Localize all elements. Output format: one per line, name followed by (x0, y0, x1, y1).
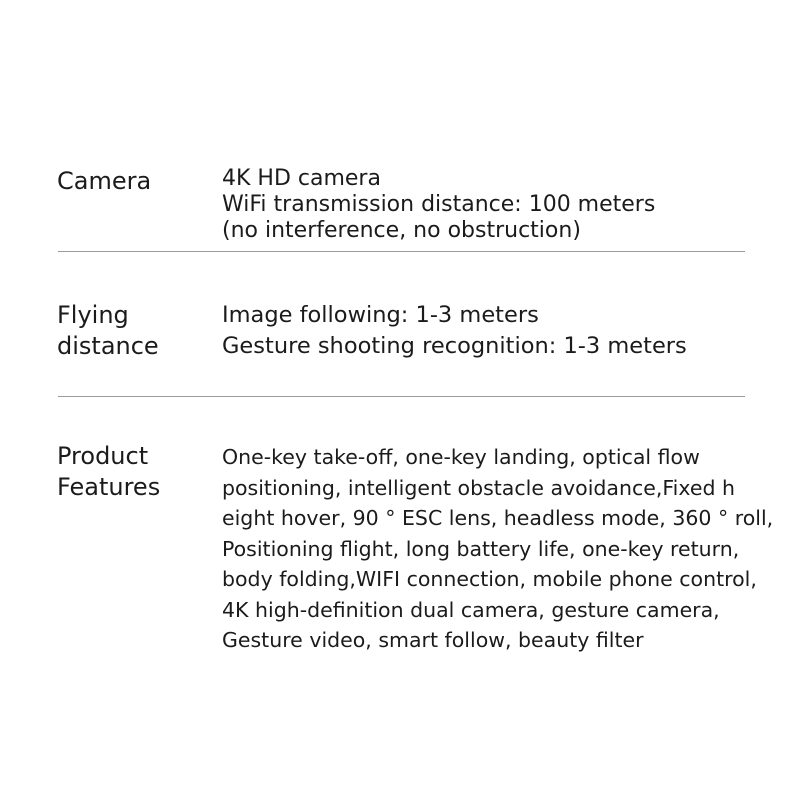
spec-label-line: Product (57, 442, 149, 470)
spec-value-line: 4K high-definition dual camera, gesture camera, (222, 597, 720, 622)
spec-value-flying-distance (222, 300, 687, 362)
spec-label-product-features (57, 441, 160, 503)
spec-value-camera (222, 166, 655, 244)
divider (58, 251, 745, 252)
spec-value-line: body folding,WIFI connection, mobile phone control, (222, 567, 757, 591)
spec-value-line: One-key take-off, one-key landing, optical flow (222, 445, 700, 469)
spec-value-line: (no interference, no obstruction) (222, 218, 581, 243)
spec-value-product-features (222, 442, 773, 656)
spec-value-line: WiFi transmission distance: 100 meters (222, 192, 656, 217)
spec-value-line: eight hover, 90 ° ESC lens, headless mode, 360 ° roll, (222, 506, 774, 530)
spec-label-line: Camera (57, 167, 152, 195)
spec-label-line: Flying (57, 301, 129, 329)
spec-label-line: distance (57, 332, 159, 360)
spec-value-line: positioning, intelligent obstacle avoidance,Fixed h (222, 475, 735, 500)
spec-value-line: Image following: 1-3 meters (222, 302, 539, 328)
divider (58, 396, 745, 397)
spec-label-flying-distance (57, 300, 159, 362)
spec-label-camera (57, 166, 151, 197)
spec-label-line: Features (57, 473, 161, 501)
spec-value-line: Positioning flight, long battery life, one-key return, (222, 536, 740, 561)
spec-value-line: Gesture video, smart follow, beauty filter (222, 628, 644, 652)
spec-value-line: Gesture shooting recognition: 1-3 meters (222, 333, 687, 359)
spec-value-line: 4K HD camera (222, 166, 381, 191)
